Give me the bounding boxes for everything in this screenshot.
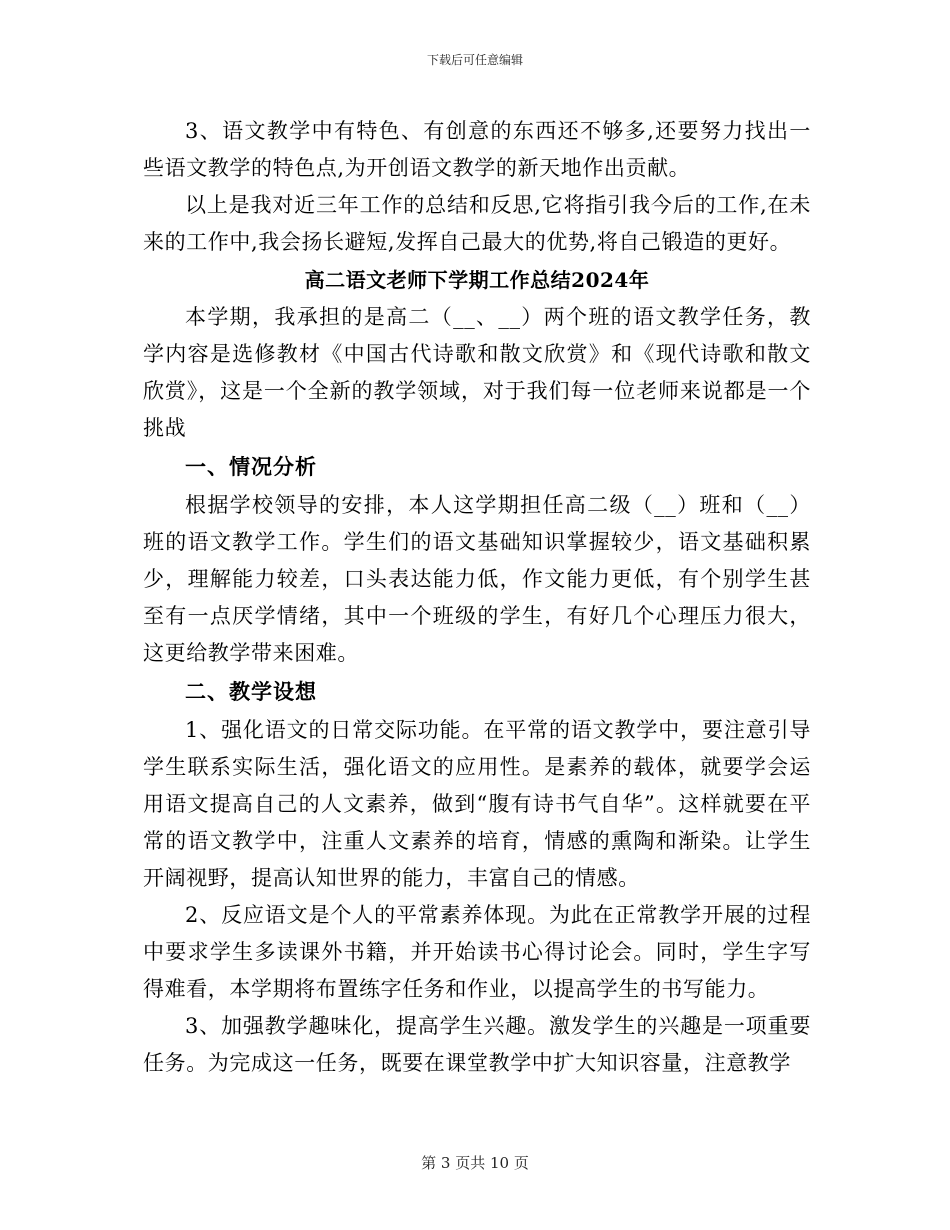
document-body — [143, 113, 811, 1082]
page-header: 下载后可任意编辑 — [426, 53, 523, 67]
paragraph-conclusion: 以上是我对近三年工作的总结和反思,它将指引我今后的工作,在未来的工作中,我会扬长避短,发挥自己最大的优势,将自己锻造的更好。 — [143, 193, 811, 254]
paragraph-point-3: 3、语文教学中有特色、有创意的东西还不够多,还要努力找出一些语文教学的特色点,为开创语文教学的新天地作出贡献。 — [143, 119, 811, 180]
section-heading-teaching-plan: 二、教学设想 — [185, 679, 317, 704]
paragraph-intro: 本学期，我承担的是高二（__、__）两个班的语文教学任务，教学内容是选修教材《中国古代诗歌和散文欣赏》和《现代诗歌和散文欣赏》，这是一个全新的教学领域，对于我们每一位老师来说都是一个挑战 — [143, 305, 811, 440]
paragraph-plan-item-3: 3、加强教学趣味化，提高学生兴趣。激发学生的兴趣是一项重要任务。为完成这一任务，既要在课堂教学中扩大知识容量，注意教学 — [143, 1014, 811, 1075]
paragraph-plan-item-2: 2、反应语文是个人的平常素养体现。为此在正常教学开展的过程中要求学生多读课外书籍，并开始读书心得讨论会。同时，学生字写得难看，本学期将布置练字任务和作业，以提高学生的书写能力。 — [143, 903, 811, 1001]
paragraph-plan-item-1: 1、强化语文的日常交际功能。在平常的语文教学中，要注意引导学生联系实际生活，强化语文的应用性。是素养的载体，就要学会运用语文提高自己的人文素养，做到“腹有诗书气自华”。这样就要在平常的语文教学中，注重人文素养的培育，情感的熏陶和渐染。让学生开阔视野，提高认知世界的能力，丰富自己的情感。 — [143, 718, 811, 890]
document-title: 高二语文老师下学期工作总结2024年 — [304, 268, 650, 292]
page-number-footer: 第 3 页共 10 页 — [421, 1154, 529, 1172]
section-heading-situation: 一、情况分析 — [185, 454, 317, 479]
paragraph-situation: 根据学校领导的安排，本人这学期担任高二级（__）班和（__）班的语文教学工作。学生们的语文基础知识掌握较少，语文基础积累少，理解能力较差，口头表达能力低，作文能力更低，有个别学生甚至有一点厌学情绪，其中一个班级的学生，有好几个心理压力很大，这更给教学带来困难。 — [143, 493, 811, 665]
